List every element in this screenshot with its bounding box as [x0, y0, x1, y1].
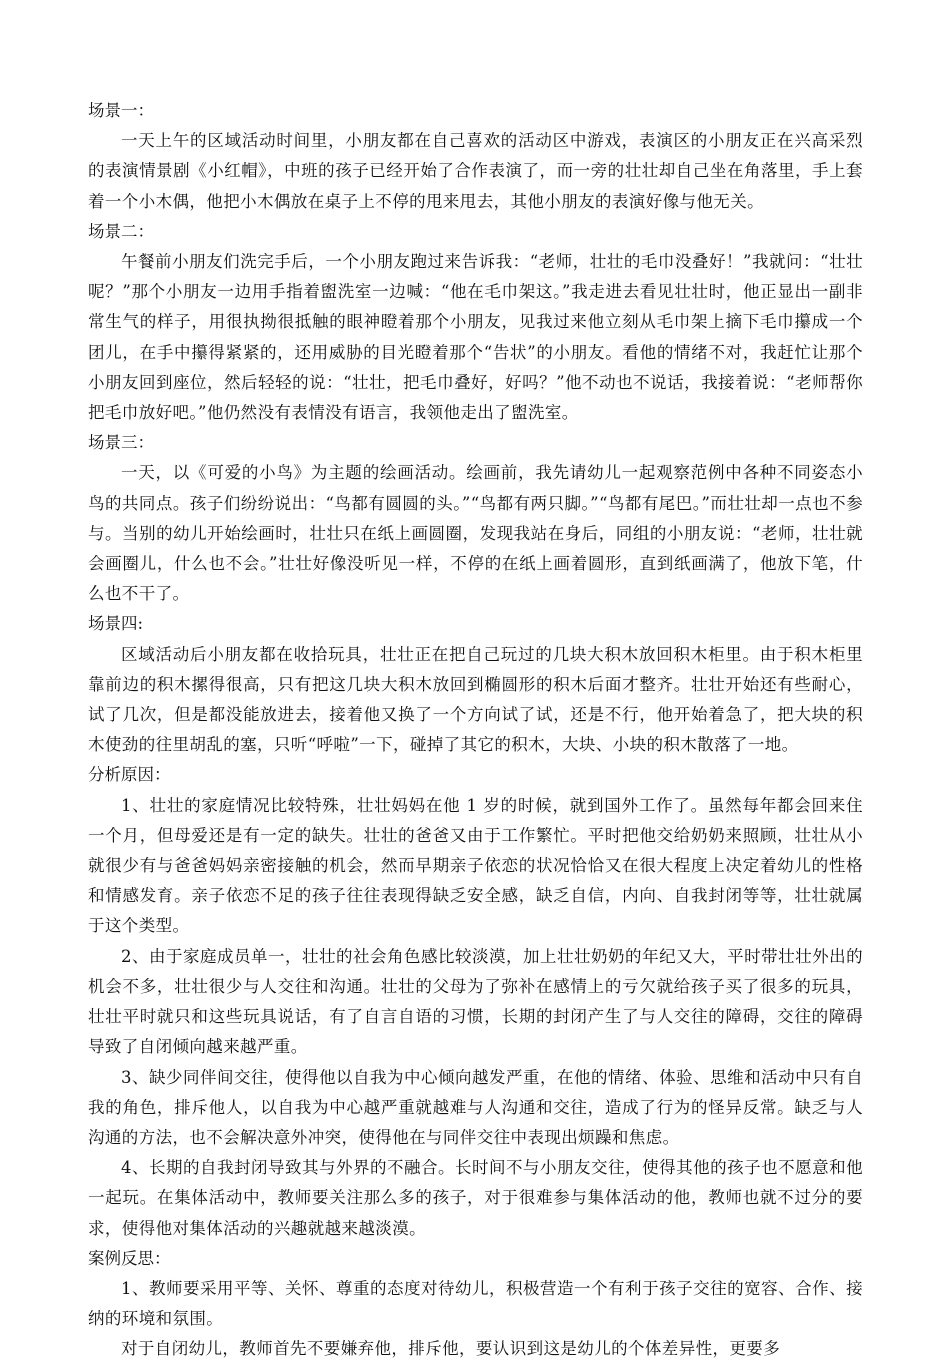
paragraph-scene-3: 一天，以《可爱的小鸟》为主题的绘画活动。绘画前，我先请幼儿一起观察范例中各种不同姿态小鸟的共同点。孩子们纷纷说出：“鸟都有圆圆的头。”“鸟都有两只脚。”“鸟都有尾巴。”而壮壮却一点也不参与。当别的幼儿开始绘画时，壮壮只在纸上画圆圈，发现我站在身后，同组的小朋友说：“老师，壮壮就会画圈儿，什么也不会。”壮壮好像没听见一样，不停的在纸上画着圆形，直到纸画满了，他放下笔，什么也不干了。	[88, 463, 863, 604]
paragraph-analysis-1: 1、壮壮的家庭情况比较特殊，壮壮妈妈在他 1 岁的时候，就到国外工作了。虽然每年都会回来住一个月，但母爱还是有一定的缺失。壮壮的爸爸又由于工作繁忙。平时把他交给奶奶来照顾，壮壮从小就很少有与爸爸妈妈亲密接触的机会，然而早期亲子依恋的状况恰恰又在很大程度上决定着幼儿的性格和情感发育。亲子依恋不足的孩子往往表现得缺乏安全感，缺乏自信，内向、自我封闭等等，壮壮就属于这个类型。	[88, 795, 863, 936]
paragraph-scene-2: 午餐前小朋友们洗完手后，一个小朋友跑过来告诉我：“老师，壮壮的毛巾没叠好！”我就问：“壮壮呢？”那个小朋友一边用手指着盥洗室一边喊：“他在毛巾架这。”我走进去看见壮壮时，他正显出一副非常生气的样子，用很执拗很抵触的眼神瞪着那个小朋友，见我过来他立刻从毛巾架上摘下毛巾攥成一个团儿，在手中攥得紧紧的，还用威胁的目光瞪着那个“告状”的小朋友。看他的情绪不对，我赶忙让那个小朋友回到座位，然后轻轻的说：“壮壮，把毛巾叠好，好吗？”他不动也不说话，我接着说：“老师帮你把毛巾放好吧。”他仍然没有表情没有语言，我领他走出了盥洗室。	[88, 252, 863, 423]
paragraph-analysis-3: 3、缺少同伴间交往，使得他以自我为中心倾向越发严重，在他的情绪、体验、思维和活动中只有自我的角色，排斥他人，以自我为中心越严重就越难与人沟通和交往，造成了行为的怪异反常。缺乏与人沟通的方法，也不会解决意外冲突，使得他在与同伴交往中表现出烦躁和焦虑。	[88, 1067, 863, 1147]
paragraph-analysis-2: 2、由于家庭成员单一，壮壮的社会角色感比较淡漠，加上壮壮奶奶的年纪又大，平时带壮壮外出的机会不多，壮壮很少与人交往和沟通。壮壮的父母为了弥补在感情上的亏欠就给孩子买了很多的玩具，壮壮平时就只和这些玩具说话，有了自言自语的习惯，长期的封闭产生了与人交往的障碍，交往的障碍导致了自闭倾向越来越严重。	[88, 946, 863, 1057]
paragraph-scene-1: 一天上午的区域活动时间里，小朋友都在自己喜欢的活动区中游戏，表演区的小朋友正在兴高采烈的表演情景剧《小红帽》，中班的孩子已经开始了合作表演了，而一旁的壮壮却自己坐在角落里，手上套着一个小木偶，他把小木偶放在桌子上不停的甩来甩去，其他小朋友的表演好像与他无关。	[88, 131, 863, 211]
paragraph-reflection-1: 1、教师要采用平等、关怀、尊重的态度对待幼儿，积极营造一个有利于孩子交往的宽容、合作、接纳的环境和氛围。	[88, 1278, 863, 1329]
section-heading-scene-3: 场景三：	[88, 433, 154, 453]
section-heading-scene-2: 场景二：	[88, 221, 154, 241]
section-heading-scene-4: 场景四:	[88, 614, 144, 634]
document-page	[88, 96, 863, 1365]
section-heading-analysis: 分析原因：	[88, 765, 171, 785]
paragraph-analysis-4: 4、长期的自我封闭导致其与外界的不融合。长时间不与小朋友交往，使得其他的孩子也不愿意和他一起玩。在集体活动中，教师要关注那么多的孩子，对于很难参与集体活动的他，教师也就不过分的要求，使得他对集体活动的兴趣就越来越淡漠。	[88, 1158, 863, 1238]
section-heading-scene-1: 场景一：	[88, 101, 154, 120]
paragraph-scene-4: 区域活动后小朋友都在收拾玩具，壮壮正在把自己玩过的几块大积木放回积木柜里。由于积木柜里靠前边的积木摞得很高，只有把这几块大积木放回到椭圆形的积木后面才整齐。壮壮开始还有些耐心，试了几次，但是都没能放进去，接着他又换了一个方向试了试，还是不行，他开始着急了，把大块的积木使劲的往里胡乱的塞，只听“呼啦”一下，碰掉了其它的积木，大块、小块的积木散落了一地。	[88, 644, 863, 755]
section-heading-reflection: 案例反思：	[88, 1248, 171, 1268]
paragraph-reflection-2: 对于自闭幼儿，教师首先不要嫌弃他，排斥他，要认识到这是幼儿的个体差异性，更要多	[121, 1339, 781, 1359]
